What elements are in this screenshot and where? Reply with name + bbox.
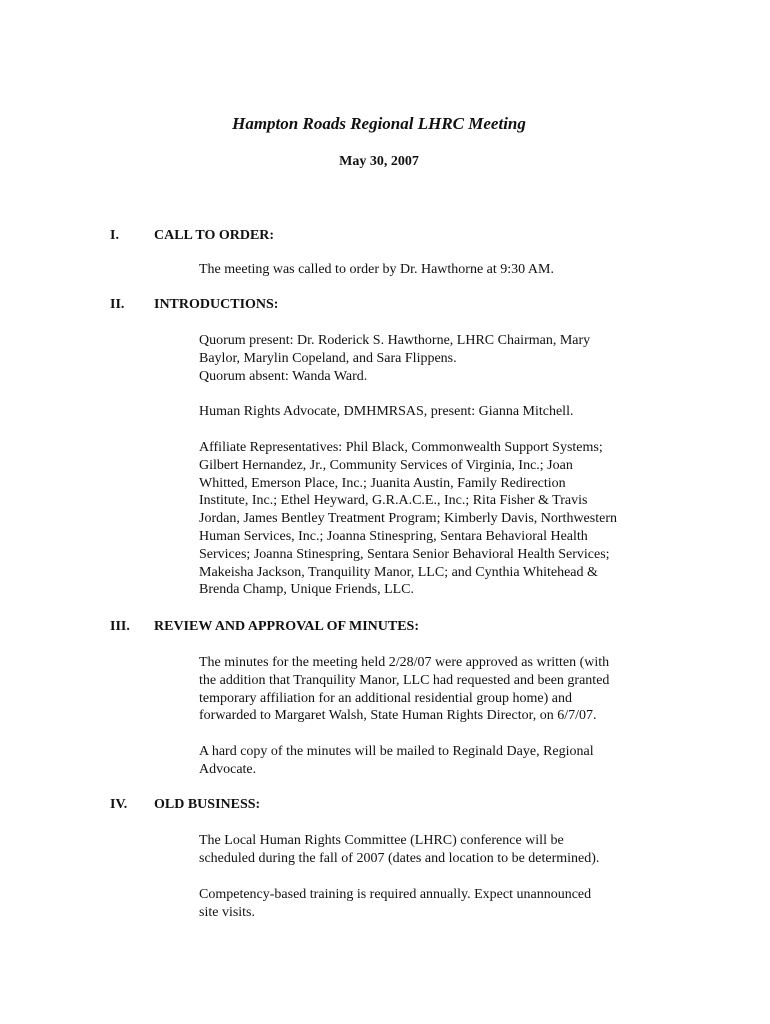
text-line: Baylor, Marylin Copeland, and Sara Flippens. [199,350,457,366]
section-heading-call-to-order: CALL TO ORDER: [154,228,275,243]
text-line: Affiliate Representatives: Phil Black, Commonwealth Support Systems; [199,440,603,455]
text-line: The Local Human Rights Committee (LHRC) conference will be [199,833,564,848]
text-line: Human Services, Inc.; Joanna Stinespring, Sentara Behavioral Health [199,528,588,544]
text-line: A hard copy of the minutes will be mailed to Reginald Daye, Regional [199,744,594,759]
text-line: Advocate. [199,761,257,777]
text-line: Whitted, Emerson Place, Inc.; Juanita Austin, Family Redirection [199,475,566,491]
document-title: Hampton Roads Regional LHRC Meeting [232,114,526,133]
text-line: Makeisha Jackson, Tranquility Manor, LLC; and Cynthia Whitehead & [199,564,598,580]
paragraph-conference [199,832,669,868]
text-line: the addition that Tranquility Manor, LLC had requested and been granted [199,672,610,688]
section-numeral: IV. [110,797,128,812]
text-line: The minutes for the meeting held 2/28/07 were approved as written (with [199,655,610,670]
text-line: The meeting was called to order by Dr. Hawthorne at 9:30 AM. [199,262,554,277]
section-numeral: III. [110,619,130,634]
text-line: Brenda Champ, Unique Friends, LLC. [199,582,415,598]
paragraph-affiliates [199,439,669,599]
meeting-date: May 30, 2007 [339,154,419,169]
text-line: Services; Joanna Stinespring, Sentara Senior Behavioral Health Services; [199,546,610,562]
text-line: Gilbert Hernandez, Jr., Community Services of Virginia, Inc.; Joan [199,457,573,473]
text-line: Quorum present: Dr. Roderick S. Hawthorne, LHRC Chairman, Mary [199,333,591,348]
section-heading-introductions: INTRODUCTIONS: [154,297,279,312]
text-line: Competency-based training is required annually. Expect unannounced [199,887,592,902]
text-line: temporary affiliation for an additional residential group home) and [199,690,572,706]
section-heading-old-business: OLD BUSINESS: [154,797,261,812]
text-line: Jordan, James Bentley Treatment Program; Kimberly Davis, Northwestern [199,511,617,527]
text-line: scheduled during the fall of 2007 (dates and location to be determined). [199,850,600,866]
text-line: forwarded to Margaret Walsh, State Human Rights Director, on 6/7/07. [199,708,597,724]
text-line: site visits. [199,904,256,920]
section-heading-review-minutes: REVIEW AND APPROVAL OF MINUTES: [154,619,420,634]
paragraph-quorum [199,332,669,385]
paragraph-hard-copy [199,743,669,779]
paragraph-advocate [199,403,669,421]
section-numeral: II. [110,297,125,312]
text-line: Institute, Inc.; Ethel Heyward, G.R.A.C.E., Inc.; Rita Fisher & Travis [199,493,588,509]
paragraph-minutes-approved [199,654,669,725]
section-numeral: I. [110,228,119,243]
text-line: Quorum absent: Wanda Ward. [199,368,368,384]
text-line: Human Rights Advocate, DMHMRSAS, present: Gianna Mitchell. [199,404,574,419]
paragraph-training [199,886,669,922]
paragraph [199,261,669,279]
